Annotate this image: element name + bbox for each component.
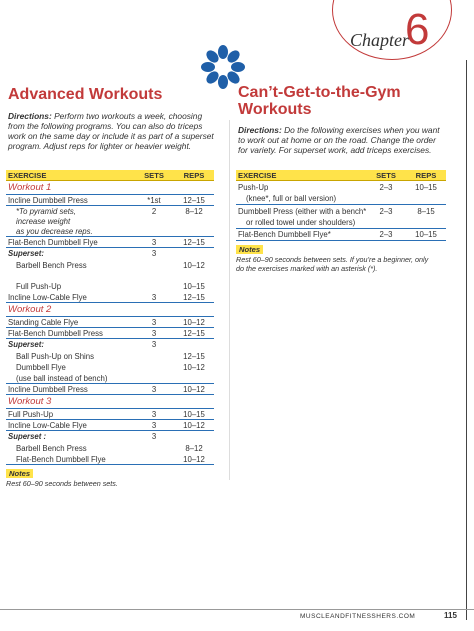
table-row <box>6 259 214 271</box>
row-sets: 3 <box>151 384 157 394</box>
row-reps: 10–12 <box>183 454 205 464</box>
row-exercise: as you decrease reps. <box>16 226 93 236</box>
advanced-directions <box>8 111 220 151</box>
home-workouts-table <box>236 170 446 273</box>
table-row <box>6 420 214 431</box>
row-exercise: Dumbbell Press (either with a bench* <box>238 206 366 216</box>
row-sets: 3 <box>151 340 157 349</box>
table-row <box>6 292 214 303</box>
row-exercise: Superset: <box>8 249 44 258</box>
table-row <box>6 317 214 328</box>
row-exercise: Superset: <box>8 340 44 349</box>
table-row <box>236 217 446 229</box>
row-exercise: Dumbbell Flye <box>16 363 66 372</box>
row-exercise: increase weight <box>16 217 71 226</box>
row-exercise: Full Push-Up <box>16 282 62 291</box>
row-sets: 3 <box>151 328 157 338</box>
table-row <box>6 195 214 206</box>
advanced-workouts-table <box>6 170 214 488</box>
row-reps: 10–12 <box>183 384 205 394</box>
row-sets: 3 <box>151 249 157 258</box>
row-reps: 8–12 <box>185 443 203 453</box>
table-header <box>6 170 214 181</box>
row-exercise: (knee*, full or ball version) <box>246 194 337 203</box>
row-exercise: Incline Low-Cable Flye <box>8 420 87 430</box>
header-reps: REPS <box>183 170 205 180</box>
row-reps: 10–12 <box>183 363 205 372</box>
row-exercise: Superset : <box>8 432 47 441</box>
header-reps: REPS <box>415 170 437 180</box>
row-sets: 3 <box>151 317 157 327</box>
table-row <box>6 454 214 465</box>
row-exercise: Ball Push-Up on Shins <box>16 351 95 361</box>
row-sets: 2–3 <box>379 182 393 192</box>
workout-1-title: Workout 1 <box>6 181 214 195</box>
table-row <box>6 328 214 339</box>
cant-get-to-gym-title <box>238 84 401 118</box>
row-reps: 12–15 <box>183 328 205 338</box>
row-reps: 8–15 <box>417 206 435 216</box>
footer-rule <box>0 609 474 610</box>
page-edge-line <box>466 60 467 620</box>
row-exercise: Push-Up <box>238 182 269 192</box>
table-row <box>6 373 214 384</box>
footer-site: MUSCLEANDFITNESSHERS.COM <box>300 613 416 620</box>
table-row <box>6 409 214 420</box>
header-sets: SETS <box>144 170 164 180</box>
row-reps: 10–12 <box>183 420 205 430</box>
row-exercise: Flat-Bench Dumbbell Flye* <box>238 230 331 239</box>
table-row <box>6 226 214 237</box>
row-sets: 2–3 <box>379 206 393 216</box>
row-sets: 2–3 <box>379 230 393 239</box>
table-row <box>6 431 214 442</box>
row-reps: 8–12 <box>185 207 203 216</box>
advanced-notes-text: Rest 60–90 seconds between sets. <box>6 479 118 488</box>
table-row <box>6 206 214 217</box>
row-exercise: Standing Cable Flye <box>8 317 79 327</box>
table-header <box>236 170 446 181</box>
row-reps: 10–15 <box>183 282 205 291</box>
chapter-number: 6 <box>405 5 430 54</box>
row-exercise: Flat-Bench Dumbbell Flye <box>8 237 98 247</box>
cant-get-to-gym-title-line1: Can’t-Get-to-the-Gym <box>238 84 401 101</box>
gym-notes-label: Notes <box>236 245 263 254</box>
row-reps: 12–15 <box>183 237 205 247</box>
row-sets: 3 <box>151 432 157 441</box>
header-exercise: EXERCISE <box>8 170 47 180</box>
header-sets: SETS <box>376 170 396 180</box>
row-reps: 10–12 <box>183 317 205 327</box>
workout-2-title: Workout 2 <box>6 303 214 317</box>
row-exercise: Flat-Bench Dumbbell Press <box>8 328 103 338</box>
row-reps: 10–15 <box>183 409 205 419</box>
table-row <box>236 193 446 205</box>
gym-directions <box>238 125 446 155</box>
table-row <box>236 181 446 193</box>
row-sets: 3 <box>151 237 157 247</box>
row-reps: 12–15 <box>183 292 205 302</box>
advanced-notes-label: Notes <box>6 469 33 478</box>
table-row <box>6 442 214 454</box>
row-exercise: Incline Dumbbell Press <box>8 384 88 394</box>
advanced-directions-label: Directions: <box>8 111 52 121</box>
page-number: 115 <box>444 611 457 620</box>
table-row <box>236 205 446 217</box>
row-exercise: *To pyramid sets, <box>16 207 76 216</box>
row-exercise: Full Push-Up <box>8 409 54 419</box>
row-reps: 12–15 <box>183 195 205 205</box>
table-row-spacer <box>6 271 214 281</box>
row-exercise: Flat-Bench Dumbbell Flye <box>16 454 106 464</box>
row-exercise: Incline Dumbbell Press <box>8 195 88 205</box>
header-exercise: EXERCISE <box>238 170 277 180</box>
advanced-directions-text: Perform two workouts a week, choosing from the following programs. You can also do triceps work on the same day or include it as part of a superset program. Adjust reps for lighter or heavier weight. <box>8 111 214 151</box>
row-reps: 10–15 <box>415 230 437 239</box>
cant-get-to-gym-title-line2: Workouts <box>238 101 312 118</box>
table-row <box>6 384 214 395</box>
column-divider <box>229 120 230 480</box>
row-exercise: Incline Low-Cable Flye <box>8 292 87 302</box>
gym-notes-text: Rest 60–90 seconds between sets. If you’re a beginner, only do the exercises marked with an asterisk (*). <box>236 255 429 273</box>
table-row <box>6 350 214 362</box>
row-sets: 3 <box>151 409 157 419</box>
row-reps: 10–15 <box>415 182 437 192</box>
row-sets: *1st <box>147 195 161 205</box>
table-row <box>6 362 214 373</box>
row-sets: 3 <box>151 292 157 302</box>
table-row <box>6 217 214 226</box>
advanced-workouts-title: Advanced Workouts <box>8 86 163 103</box>
table-row <box>6 339 214 350</box>
table-row <box>6 237 214 248</box>
row-reps: 12–15 <box>183 351 205 361</box>
gym-directions-text: Do the following exercises when you want to work out at home or on the road. Change the order for variety. For superset work, add triceps exercises. <box>238 125 440 155</box>
table-row <box>6 248 214 259</box>
row-sets: 2 <box>151 207 157 216</box>
row-exercise: or rolled towel under shoulders) <box>246 218 356 227</box>
table-row <box>6 281 214 292</box>
row-exercise: (use ball instead of bench) <box>16 373 108 383</box>
workout-3-title: Workout 3 <box>6 395 214 409</box>
row-exercise: Barbell Bench Press <box>16 443 87 453</box>
row-sets: 3 <box>151 420 157 430</box>
row-reps: 10–12 <box>183 260 205 270</box>
chapter-label: Chapter <box>350 30 410 50</box>
gym-directions-label: Directions: <box>238 125 282 135</box>
row-exercise: Barbell Bench Press <box>16 260 87 270</box>
table-row <box>236 229 446 241</box>
